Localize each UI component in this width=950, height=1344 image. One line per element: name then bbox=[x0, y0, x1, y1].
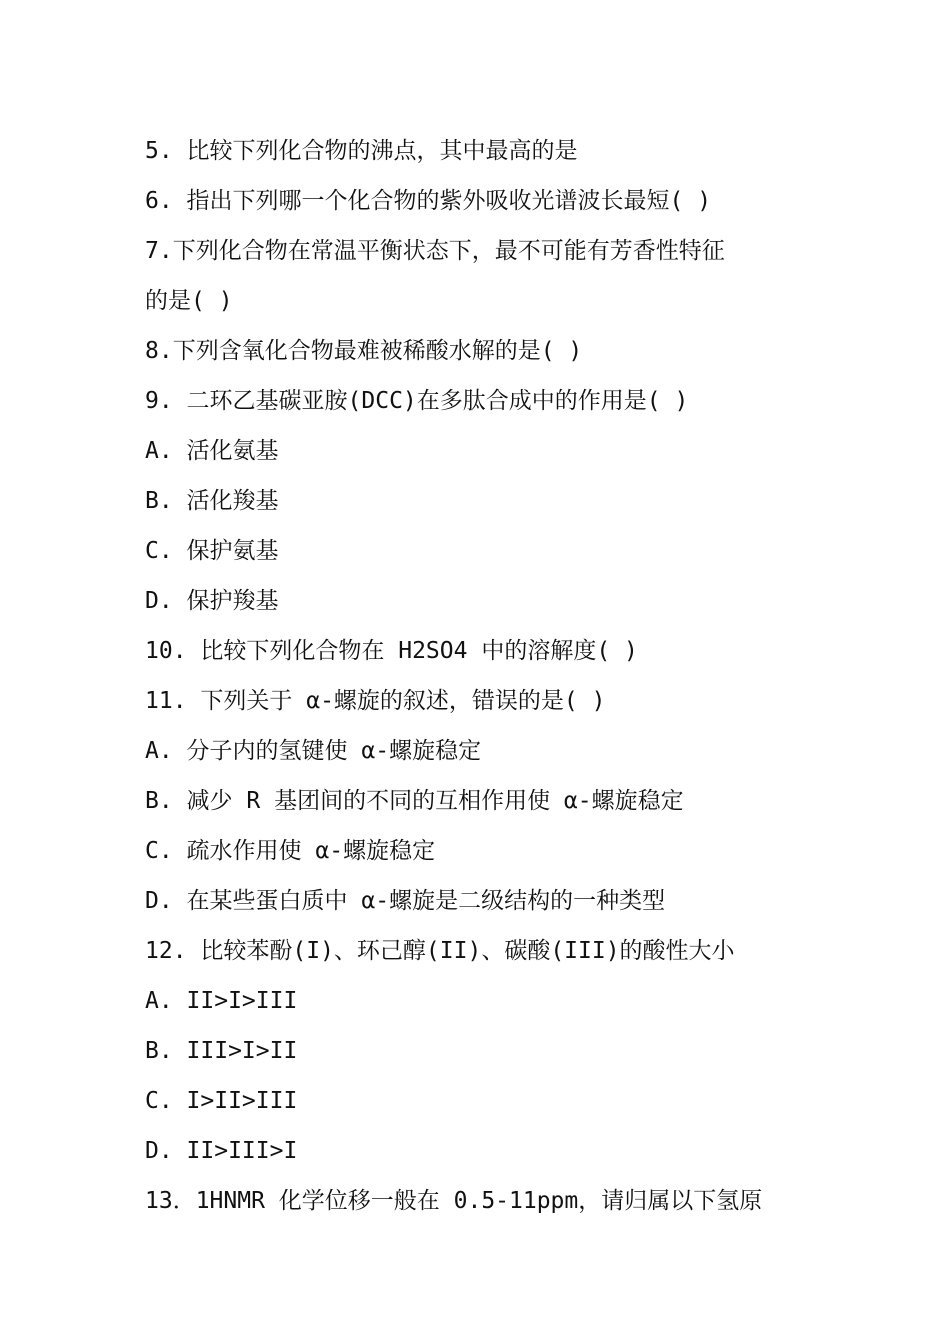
question-6-text: 6. 指出下列哪一个化合物的紫外吸收光谱波长最短( ) bbox=[145, 188, 712, 214]
question-9-option-d: D. 保护羧基 bbox=[145, 588, 279, 614]
question-11-option-c: C. 疏水作用使 α-螺旋稳定 bbox=[145, 838, 436, 864]
question-9-option-c: C. 保护氨基 bbox=[145, 538, 279, 564]
question-11-text: 11. 下列关于 α-螺旋的叙述，错误的是( ) bbox=[145, 688, 606, 714]
question-9-text: 9. 二环乙基碳亚胺(DCC)在多肽合成中的作用是( ) bbox=[145, 388, 689, 414]
question-11-option-a: A. 分子内的氢键使 α-螺旋稳定 bbox=[145, 738, 482, 764]
question-11-option-b: B. 减少 R 基团间的不同的互相作用使 α-螺旋稳定 bbox=[145, 788, 684, 814]
question-12-option-a: A. II>I>III bbox=[145, 988, 298, 1014]
question-12-option-d: D. II>III>I bbox=[145, 1138, 298, 1164]
question-10-text: 10. 比较下列化合物在 H2SO4 中的溶解度( ) bbox=[145, 638, 638, 664]
question-11-option-d: D. 在某些蛋白质中 α-螺旋是二级结构的一种类型 bbox=[145, 888, 666, 914]
question-5-text: 5. 比较下列化合物的沸点，其中最高的是 bbox=[145, 138, 578, 164]
question-12-option-b: B. III>I>II bbox=[145, 1038, 298, 1064]
question-9-option-b: B. 活化羧基 bbox=[145, 488, 279, 514]
question-8-text: 8.下列含氧化合物最难被稀酸水解的是( ) bbox=[145, 338, 583, 364]
question-12-option-c: C. I>II>III bbox=[145, 1088, 298, 1114]
question-7-text: 7.下列化合物在常温平衡状态下，最不可能有芳香性特征 bbox=[145, 238, 725, 264]
question-13-text: 13．1HNMR 化学位移一般在 0.5-11ppm，请归属以下氢原 bbox=[145, 1188, 763, 1214]
question-9-option-a: A. 活化氨基 bbox=[145, 438, 279, 464]
document-body bbox=[145, 126, 815, 1226]
question-12-text: 12. 比较苯酚(I)、环己醇(II)、碳酸(III)的酸性大小 bbox=[145, 938, 735, 964]
question-7-text-continued: 的是( ) bbox=[145, 288, 233, 314]
